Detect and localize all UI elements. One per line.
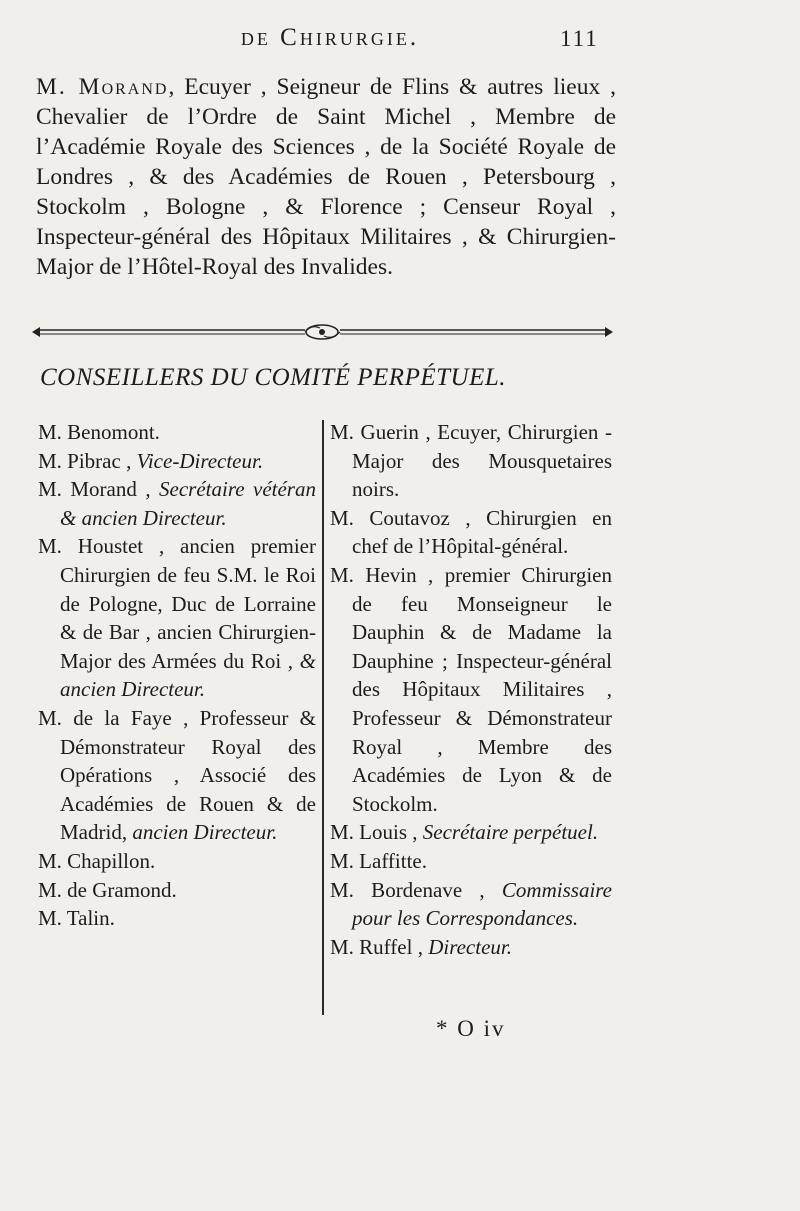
member-text: M. Chapillon. <box>38 848 156 873</box>
running-head: de Chirurgie. <box>240 24 420 51</box>
left-column <box>38 418 316 933</box>
signature-mark: * O iv <box>436 1016 506 1041</box>
member-text: M. Coutavoz , Chirurgien en chef de l’Hôpital-général. <box>330 505 612 559</box>
member-text: M. Hevin , premier Chirurgien de feu Monseigneur le Dauphin & de Madame la Dauphine ; Inspecteur-général des Hôpitaux Militaires , Professeur & Démonstrateur Royal , Membre des Académies de Lyon & de Stockolm. <box>330 562 612 816</box>
member-entry <box>330 933 612 962</box>
member-text: M. Louis , <box>330 820 423 845</box>
morand-entry <box>36 72 616 282</box>
ornamental-rule <box>30 318 615 346</box>
member-title: Directeur. <box>428 934 512 959</box>
member-text: M. Guerin , Ecuyer, Chirurgien - Major des Mousquetaires noirs. <box>330 420 612 502</box>
member-entry <box>38 904 316 933</box>
member-text: M. Talin. <box>38 906 115 931</box>
member-entry <box>38 876 316 905</box>
member-title: Vice-Directeur. <box>136 448 264 473</box>
member-entry <box>38 475 316 532</box>
column-divider <box>322 420 324 1015</box>
member-text: M. de Gramond. <box>38 877 177 902</box>
member-entry <box>38 847 316 876</box>
right-column <box>330 418 612 961</box>
page-number: 111 <box>560 26 599 51</box>
member-entry <box>38 418 316 447</box>
member-text: M. de la Faye , Professeur & Démonstrateur Royal des Opérations , Associé des Académies de Rouen & de Madrid, <box>38 705 316 845</box>
member-entry <box>330 504 612 561</box>
member-text: M. Morand , <box>38 477 160 502</box>
member-text: M. Houstet , ancien premier Chirurgien de feu S.M. le Roi de Pologne, Duc de Lorraine & de Bar , ancien Chirurgien-Major des Armées du Roi , <box>38 534 316 673</box>
member-text: M. Pibrac , <box>38 448 137 473</box>
member-title: ancien Directeur. <box>132 820 278 845</box>
member-title: & ancien Directeur. <box>60 648 316 702</box>
member-entry <box>330 818 612 847</box>
member-text: M. Benomont. <box>38 420 160 444</box>
entry-name: M. Morand <box>36 74 169 100</box>
member-text: M. Laffitte. <box>330 848 428 873</box>
member-title: Secrétaire perpétuel. <box>422 820 599 845</box>
member-title: Secrétaire vétéran & ancien Directeur. <box>60 477 316 530</box>
member-entry <box>330 876 612 933</box>
member-text: M. Bordenave , <box>330 877 502 902</box>
entry-text: , Ecuyer , Seigneur de Flins & autres lieux , Chevalier de l’Ordre de Saint Michel , Membre de l’Académie Royale des Sciences , de la Société Royale de Londres , & des Académies de Rouen , Petersbourg , Stockolm , Bologne , & Florence ; Censeur Royal , Inspecteur-général des Hôpitaux Militaires , & Chirurgien-Major de l’Hôtel-Royal des Invalides. <box>36 74 616 280</box>
member-entry <box>38 532 316 704</box>
member-entry <box>38 704 316 847</box>
member-title: Commissaire pour les Correspondances. <box>352 877 612 931</box>
member-entry <box>330 561 612 818</box>
section-title: CONSEILLERS DU COMITÉ PERPÉTUEL. <box>40 364 506 391</box>
member-entry <box>330 418 612 504</box>
member-entry <box>38 447 316 476</box>
member-entry <box>330 847 612 876</box>
member-text: M. Ruffel , <box>330 934 429 959</box>
